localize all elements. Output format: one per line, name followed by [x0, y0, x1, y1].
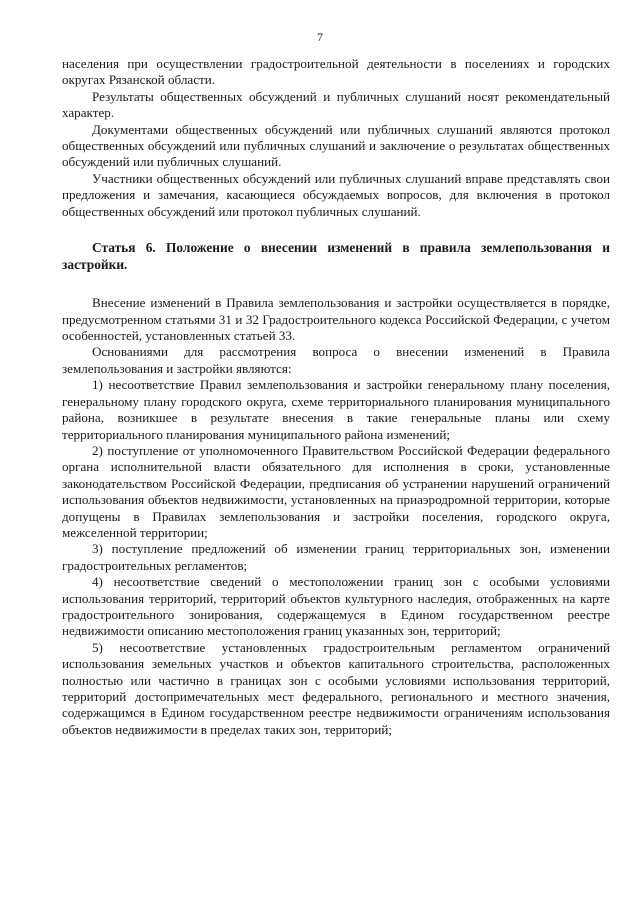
paragraph: населения при осуществлении градостроительной деятельности в поселениях и городских округах Рязанской области. — [62, 56, 610, 88]
list-item: 3) поступление предложений об изменении границ территориальных зон, изменении градостроительных регламентов; — [62, 541, 610, 573]
list-item: 1) несоответствие Правил землепользования и застройки генеральному плану поселения, генеральному плану городского округа, схеме территориального планирования муниципального района, возникшее в результате внесения в такие генеральные планы или схему территориального планирования муниципального района изменений; — [62, 377, 610, 442]
list-item: 2) поступление от уполномоченного Правительством Российской Федерации федерального органа исполнительной власти обязательного для исполнения в сроки, установленные законодательством Российской Федерации, предписания об устранении нарушений ограничений использования объектов недвижимости, установленных на приаэродромной территории, которые допущены в Правилах землепользования и застройки поселения, городского округа, межселенной территории; — [62, 442, 610, 540]
paragraph: Документами общественных обсуждений или публичных слушаний являются протокол общественных обсуждений или публичных слушаний и заключение о результатах общественных обсуждений или публичных слушаний. — [62, 121, 610, 170]
paragraph: Внесение изменений в Правила землепользования и застройки осуществляется в порядке, предусмотренном статьями 31 и 32 Градостроительного кодекса Российской Федерации, с учетом особенностей, установленных статьей 33. — [62, 295, 610, 344]
paragraph: Участники общественных обсуждений или публичных слушаний вправе представлять свои предложения и замечания, касающиеся обсуждаемых вопросов, для включения в протокол общественных обсуждений или протокол публичных слушаний. — [62, 170, 610, 219]
paragraph: Результаты общественных обсуждений и публичных слушаний носят рекомендательный характер. — [62, 88, 610, 121]
list-item: 5) несоответствие установленных градостроительным регламентом ограничений использования земельных участков и объектов капитального строительства, расположенных полностью или частично в границах зон с особыми условиями использования территорий, территорий достопримечательных мест федерального, регионального и местного значения, содержащимся в Едином государственном реестре недвижимости ограничениям использования объектов недвижимости в пределах таких зон, территорий; — [62, 639, 610, 737]
article-heading: Статья 6. Положение о внесении изменений в правила землепользования и застройки. — [62, 240, 610, 272]
list-item: 4) несоответствие сведений о местоположении границ зон с особыми условиями использования территорий, территорий объектов культурного наследия, отображенных на карте градостроительного зонирования, содержащемуся в Едином государственном реестре недвижимости описанию местоположения границ указанных зон, территорий; — [62, 574, 610, 639]
page-number: 7 — [317, 30, 323, 44]
document-body — [62, 56, 610, 738]
paragraph: Основаниями для рассмотрения вопроса о внесении изменений в Правила землепользования и застройки являются: — [62, 344, 610, 376]
